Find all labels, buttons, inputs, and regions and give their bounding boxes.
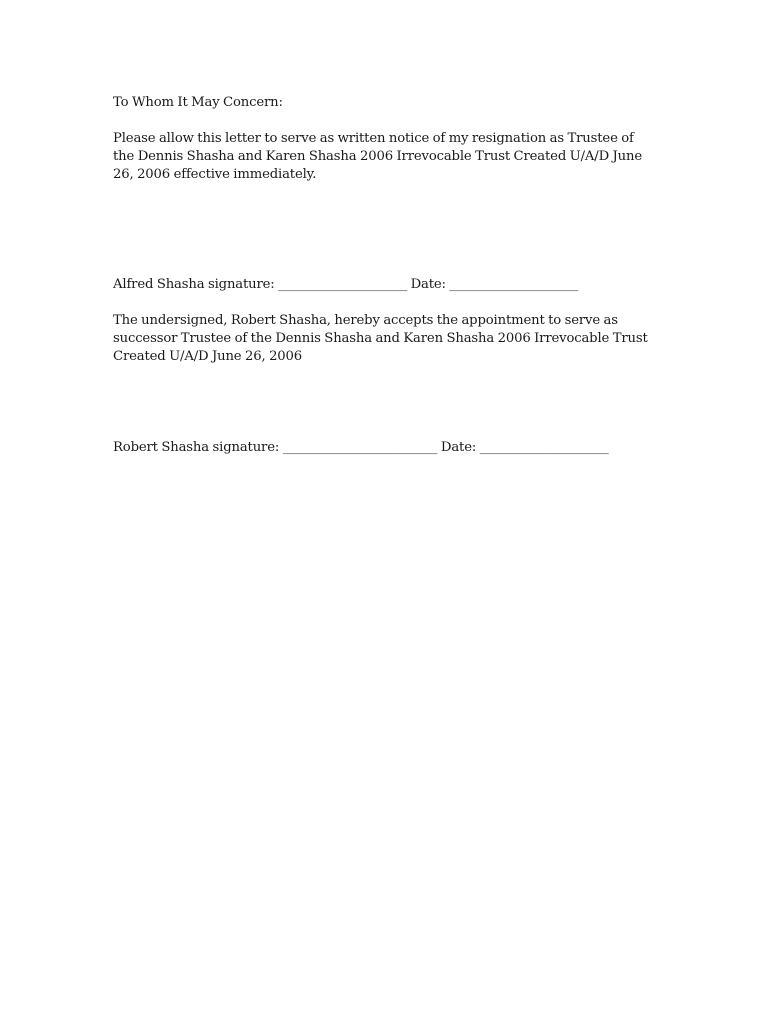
alfred-date-blank: ____________________ xyxy=(449,277,579,292)
acceptance-paragraph: The undersigned, Robert Shasha, hereby accepts the appointment to serve as successor Trustee of the Dennis Shasha and Karen Shasha 2006 Irrevocable Trust Created U/A/D June 26, 2006 xyxy=(113,313,648,364)
robert-date-label: Date: xyxy=(440,440,477,455)
alfred-signature-line xyxy=(113,276,673,294)
alfred-signature-label: Alfred Shasha signature: xyxy=(113,277,275,292)
resignation-paragraph: Please allow this letter to serve as written notice of my resignation as Trustee of the Dennis Shasha and Karen Shasha 2006 Irrevocable Trust Created U/A/D June 26, 2006 effective immediately. xyxy=(113,131,643,182)
salutation: To Whom It May Concern: xyxy=(113,95,283,110)
robert-date-blank: ____________________ xyxy=(479,440,609,455)
robert-signature-line xyxy=(113,439,673,457)
robert-signature-label: Robert Shasha signature: xyxy=(113,440,280,455)
robert-signature-blank: ________________________ xyxy=(282,440,438,455)
alfred-date-label: Date: xyxy=(410,277,446,292)
alfred-signature-blank: ____________________ xyxy=(278,277,408,292)
